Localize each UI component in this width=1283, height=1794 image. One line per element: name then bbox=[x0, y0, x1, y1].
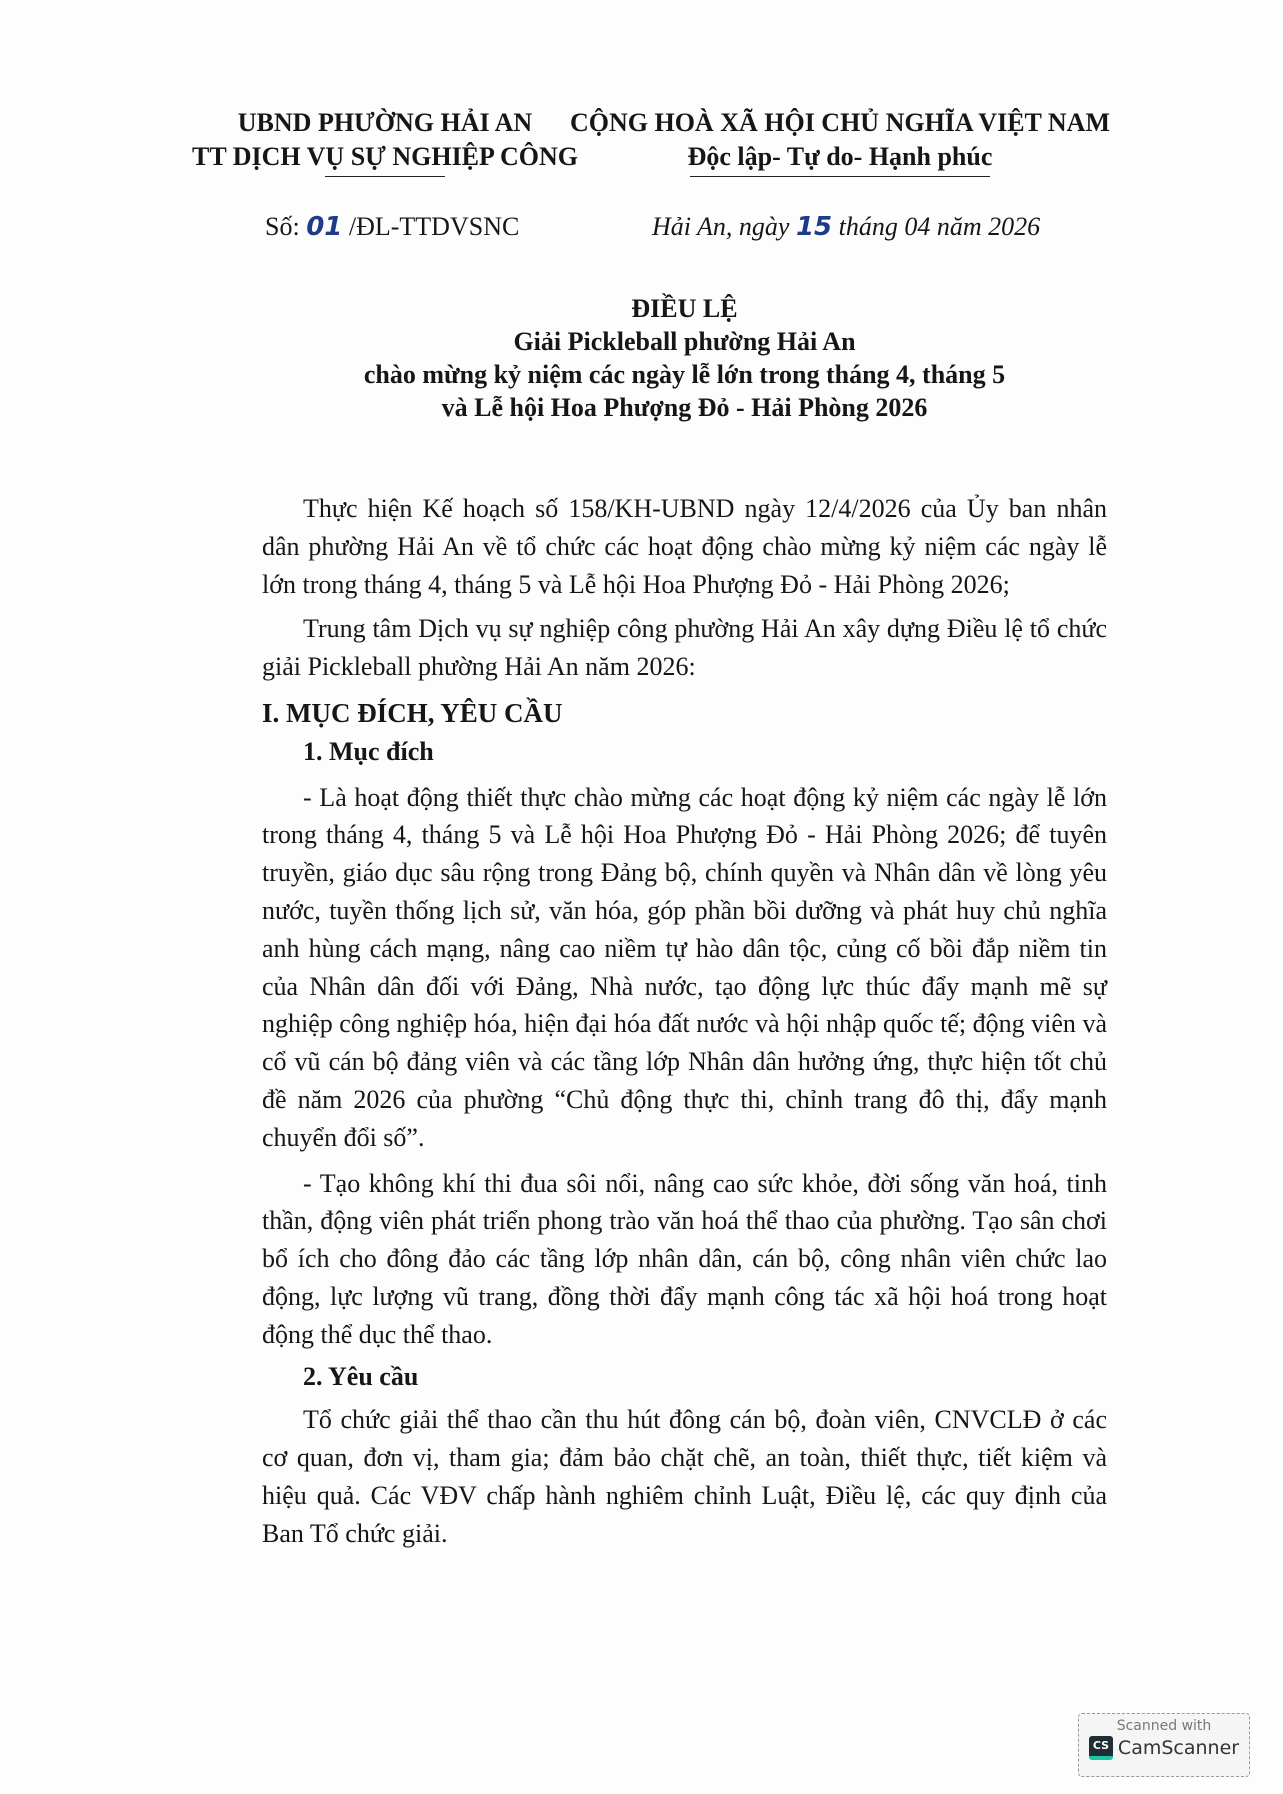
national-title: CỘNG HOÀ XÃ HỘI CHỦ NGHĨA VIỆT NAM bbox=[569, 108, 1111, 137]
section-heading: I. MỤC ĐÍCH, YÊU CẦU bbox=[262, 698, 563, 728]
handwritten-number: 01 bbox=[306, 212, 343, 242]
watermark-brand: CamScanner bbox=[1117, 1737, 1240, 1759]
body-paragraph: Tổ chức giải thể thao cần thu hút đông cán bộ, đoàn viên, CNVCLĐ ở các cơ quan, đơn vị, tham gia; đảm bảo chặt chẽ, an toàn, thiết thực, tiết kiệm và hiệu quả. Các VĐV chấp hành nghiêm chỉnh Luật, Điều lệ, các quy định của Ban Tổ chức giải. bbox=[262, 1405, 1107, 1548]
document-date bbox=[652, 212, 1040, 242]
agency-line-1: UBND PHƯỜNG HẢI AN bbox=[237, 108, 533, 137]
agency-underline bbox=[325, 176, 445, 177]
national-header bbox=[560, 106, 1120, 177]
camscanner-logo-icon: CS bbox=[1089, 1736, 1113, 1760]
title-line-3: và Lễ hội Hoa Phượng Đỏ - Hải Phòng 2026 bbox=[441, 393, 928, 422]
title-line-2: chào mừng kỷ niệm các ngày lễ lớn trong tháng 4, tháng 5 bbox=[363, 360, 1006, 389]
document-number bbox=[265, 212, 519, 242]
date-prefix: Hải An, ngày bbox=[652, 212, 790, 241]
body-paragraph: - Là hoạt động thiết thực chào mừng các hoạt động kỷ niệm các ngày lễ lớn trong tháng 4, tháng 5 và Lễ hội Hoa Phượng Đỏ - Hải Phòng 2026; để tuyên truyền, giáo dục sâu rộng trong Đảng bộ, chính quyền và Nhân dân về lòng yêu nước, tuyền thống lịch sử, văn hóa, góp phần bồi dưỡng và phát huy chủ nghĩa anh hùng cách mạng, nâng cao niềm tự hào dân tộc, củng cố bồi đắp niềm tin của Nhân dân đối với Đảng, Nhà nước, tạo động lực thúc đẩy mạnh mẽ sự nghiệp công nghiệp hóa, hiện đại hóa đất nước và hội nhập quốc tế; động viên và cổ vũ cán bộ đảng viên và các tầng lớp Nhân dân hưởng ứng, thực hiện tốt chủ đề năm 2026 của phường “Chủ động thực thi, chỉnh trang đô thị, đẩy mạnh chuyển đổi số”. bbox=[262, 782, 1107, 1152]
watermark-caption: Scanned with bbox=[1116, 1718, 1212, 1734]
issuing-agency bbox=[190, 106, 580, 177]
motto-underline bbox=[690, 176, 990, 177]
document-title bbox=[262, 292, 1107, 424]
title-main: ĐIỀU LỆ bbox=[631, 294, 738, 323]
title-line-1: Giải Pickleball phường Hải An bbox=[513, 327, 856, 356]
camscanner-watermark bbox=[1078, 1713, 1250, 1777]
section-1 bbox=[262, 695, 1107, 1553]
date-suffix: tháng 04 năm 2026 bbox=[838, 212, 1041, 241]
number-label: Số: bbox=[265, 212, 300, 241]
agency-line-2: TT DỊCH VỤ SỰ NGHIỆP CÔNG bbox=[192, 142, 578, 171]
intro-paragraph: Thực hiện Kế hoạch số 158/KH-UBND ngày 12/4/2026 của Ủy ban nhân dân phường Hải An về tổ chức các hoạt động chào mừng kỷ niệm các ngày lễ lớn trong tháng 4, tháng 5 và Lễ hội Hoa Phượng Đỏ - Hải Phòng 2026; bbox=[262, 494, 1107, 599]
national-motto: Độc lập- Tự do- Hạnh phúc bbox=[687, 142, 993, 171]
intro bbox=[262, 490, 1107, 686]
subsection-heading: 1. Mục đích bbox=[303, 736, 434, 766]
handwritten-day: 15 bbox=[795, 212, 833, 242]
intro-paragraph: Trung tâm Dịch vụ sự nghiệp công phường Hải An xây dựng Điều lệ tổ chức giải Pickleball phường Hải An năm 2026: bbox=[262, 614, 1107, 682]
subsection-heading: 2. Yêu cầu bbox=[303, 1361, 419, 1391]
number-code: /ĐL-TTDVSNC bbox=[348, 212, 520, 241]
body-paragraph: - Tạo không khí thi đua sôi nổi, nâng cao sức khỏe, đời sống văn hoá, tinh thần, động viên phát triển phong trào văn hoá thể thao của phường. Tạo sân chơi bổ ích cho đông đảo các tầng lớp nhân dân, cán bộ, công nhân viên chức lao động, lực lượng vũ trang, đồng thời đẩy mạnh công tác xã hội hoá trong hoạt động thể dục thể thao. bbox=[262, 1168, 1107, 1349]
